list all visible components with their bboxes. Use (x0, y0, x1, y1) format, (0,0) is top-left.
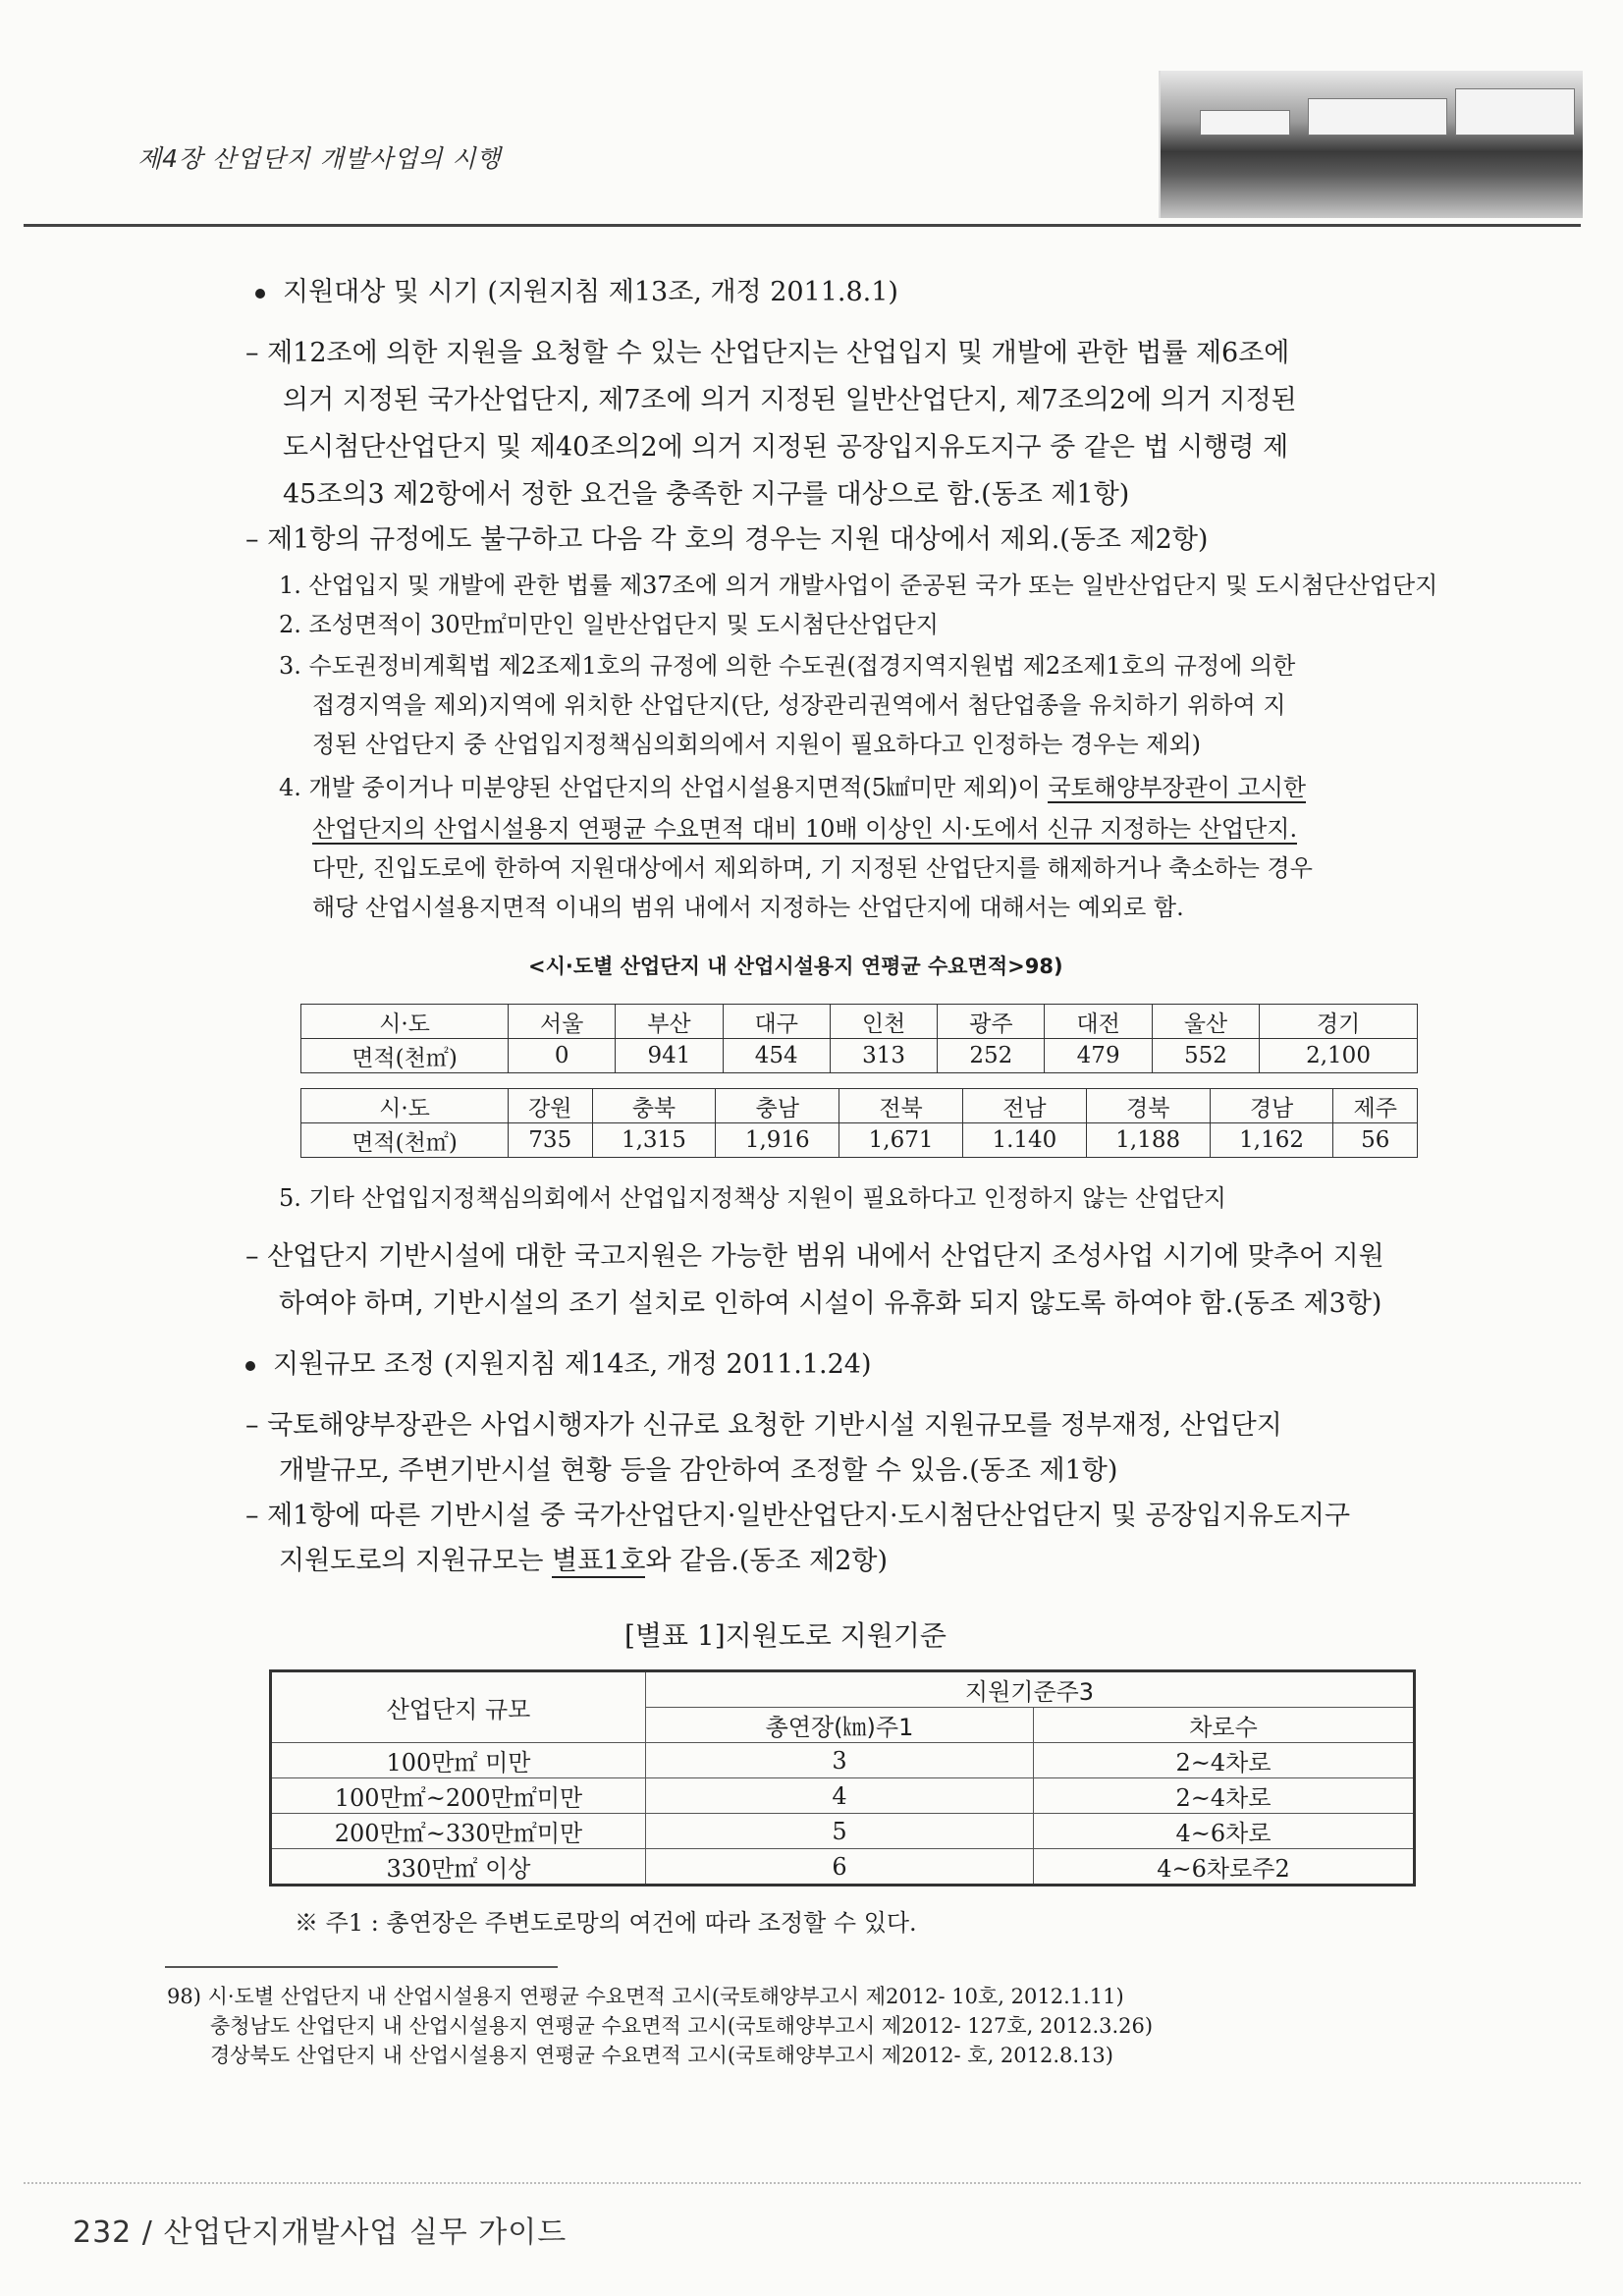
table-cell: 313 (830, 1039, 937, 1073)
chapter-title: 제4장 산업단지 개발사업의 시행 (137, 144, 502, 173)
table-cell: 100만㎡~200만㎡미만 (271, 1778, 646, 1814)
table-row (301, 1123, 1418, 1158)
bullet-dot (245, 1361, 255, 1371)
table-cell: 479 (1045, 1039, 1152, 1073)
table-header-cell: 전북 (839, 1089, 963, 1123)
section1-para1-line4: 45조의3 제2항에서 정한 요건을 충족한 지구를 대상으로 함.(동조 제1항) (283, 479, 1130, 510)
table-header-cell: 대전 (1045, 1005, 1152, 1039)
section2-para1-line1: – 국토해양부장관은 사업시행자가 신규로 요청한 기반시설 지원규모를 정부재정, 산업단지 (245, 1410, 1282, 1441)
table-row (271, 1671, 1415, 1708)
bullet-dot (255, 289, 265, 299)
table-cell: 0 (509, 1039, 616, 1073)
table-row (271, 1849, 1415, 1886)
table-header-cell: 경북 (1086, 1089, 1210, 1123)
table-header-cell: 제주 (1333, 1089, 1418, 1123)
demand-table-1 (300, 1004, 1418, 1073)
table-cell: 454 (723, 1039, 830, 1073)
table-row (271, 1814, 1415, 1849)
table-header-cell: 지원기준주3 (646, 1671, 1415, 1708)
table3-title: [별표 1]지원도로 지원기준 (624, 1619, 947, 1652)
table-header-cell: 경남 (1210, 1089, 1333, 1123)
table-header-cell: 부산 (616, 1005, 723, 1039)
table-cell: 1,916 (716, 1123, 839, 1158)
section1-para2: – 제1항의 규정에도 불구하고 다음 각 호의 경우는 지원 대상에서 제외.(동조 제2항) (245, 524, 1209, 555)
table-cell: 4 (646, 1778, 1034, 1814)
item-4-line4: 해당 산업시설용지면적 이내의 범위 내에서 지정하는 산업단지에 대해서는 예외로 함. (312, 894, 1184, 921)
section1-para3-line1: – 산업단지 기반시설에 대한 국고지원은 가능한 범위 내에서 산업단지 조성사업 시기에 맞추어 지원 (245, 1241, 1384, 1272)
table-cell: 2,100 (1260, 1039, 1418, 1073)
table-cell: 2~4차로 (1034, 1743, 1415, 1778)
item-3-line3: 정된 산업단지 중 산업입지정책심의회의에서 지원이 필요하다고 인정하는 경우는 제외) (312, 731, 1202, 758)
section1-para1-line2: 의거 지정된 국가산업단지, 제7조에 의거 지정된 일반산업단지, 제7조의2에 의거 지정된 (283, 385, 1297, 415)
table3-note: ※ 주1 : 총연장은 주변도로망의 여건에 따라 조정할 수 있다. (295, 1909, 917, 1937)
item-5: 5. 기타 산업입지정책심의회에서 산업입지정책상 지원이 필요하다고 인정하지 않는 산업단지 (279, 1184, 1226, 1212)
table-header-cell: 충남 (716, 1089, 839, 1123)
item-4-line1: 4. 개발 중이거나 미분양된 산업단지의 산업시설용지면적(5㎢미만 제외)이 국토해양부장관이 고시한 (279, 774, 1307, 801)
footnote-rule (165, 1966, 558, 1968)
table-row (301, 1005, 1418, 1039)
table1-caption: <시·도별 산업단지 내 산업시설용지 연평균 수요면적>98) (528, 955, 1063, 978)
table-header-cell: 강원 (509, 1089, 593, 1123)
table-row (271, 1743, 1415, 1778)
table-cell: 1,671 (839, 1123, 963, 1158)
header-photo (1159, 71, 1583, 218)
item-4-line3: 다만, 진입도로에 한하여 지원대상에서 제외하며, 기 지정된 산업단지를 해제하거나 축소하는 경우 (312, 854, 1313, 882)
footnote-98-line3: 경상북도 산업단지 내 산업시설용지 연평균 수요면적 고시(국토해양부고시 제2012- 호, 2012.8.13) (210, 2044, 1113, 2067)
table-cell: 941 (616, 1039, 723, 1073)
header-rule (24, 224, 1581, 227)
section2-para2-line1: – 제1항에 따른 기반시설 중 국가산업단지·일반산업단지·도시첨단산업단지 및 공장입지유도지구 (245, 1501, 1351, 1531)
table-cell: 330만㎡ 이상 (271, 1849, 646, 1886)
table-header-cell: 시·도 (301, 1005, 509, 1039)
table-cell: 1,315 (592, 1123, 716, 1158)
table-cell: 1,162 (1210, 1123, 1333, 1158)
table-header-cell: 대구 (723, 1005, 830, 1039)
item-3-line2: 접경지역을 제외)지역에 위치한 산업단지(단, 성장관리권역에서 첨단업종을 유치하기 위하여 지 (312, 691, 1286, 719)
table-cell: 252 (938, 1039, 1045, 1073)
table-header-cell: 충북 (592, 1089, 716, 1123)
table-cell: 3 (646, 1743, 1034, 1778)
table-cell: 1,188 (1086, 1123, 1210, 1158)
item-2: 2. 조성면적이 30만㎡미만인 일반산업단지 및 도시첨단산업단지 (279, 611, 939, 638)
table-cell: 4~6차로주2 (1034, 1849, 1415, 1886)
table-header-cell: 경기 (1260, 1005, 1418, 1039)
table-label-cell: 면적(천㎡) (301, 1123, 509, 1158)
table-header-cell: 인천 (830, 1005, 937, 1039)
table-label-cell: 면적(천㎡) (301, 1039, 509, 1073)
section1-bullet: 지원대상 및 시기 (지원지침 제13조, 개정 2011.8.1) (255, 273, 898, 312)
section1-para1-line3: 도시첨단산업단지 및 제40조의2에 의거 지정된 공장입지유도지구 중 같은 법 시행령 제 (283, 432, 1289, 463)
table-row (301, 1039, 1418, 1073)
table-cell: 56 (1333, 1123, 1418, 1158)
item-1: 1. 산업입지 및 개발에 관한 법률 제37조에 의거 개발사업이 준공된 국가 또는 일반산업단지 및 도시첨단산업단지 (279, 572, 1438, 599)
table-row (301, 1089, 1418, 1123)
table-header-cell: 울산 (1152, 1005, 1259, 1039)
table-cell: 552 (1152, 1039, 1259, 1073)
table-header-cell: 전남 (962, 1089, 1086, 1123)
section2-para2-line2: 지원도로의 지원규모는 별표1호와 같음.(동조 제2항) (279, 1546, 889, 1576)
table-cell: 1.140 (962, 1123, 1086, 1158)
support-road-table (269, 1669, 1416, 1886)
footnote-98-line2: 충청남도 산업단지 내 산업시설용지 연평균 수요면적 고시(국토해양부고시 제2012- 127호, 2012.3.26) (210, 2014, 1154, 2038)
table-header-cell: 광주 (938, 1005, 1045, 1039)
demand-table-2 (300, 1088, 1418, 1158)
section2-para1-line2: 개발규모, 주변기반시설 현황 등을 감안하여 조정할 수 있음.(동조 제1항) (279, 1455, 1118, 1486)
table-cell: 6 (646, 1849, 1034, 1886)
table-header-cell: 시·도 (301, 1089, 509, 1123)
item-3-line1: 3. 수도권정비계획법 제2조제1호의 규정에 의한 수도권(접경지역지원법 제2조제1호의 규정에 의한 (279, 652, 1296, 680)
item-4-line2: 산업단지의 산업시설용지 연평균 수요면적 대비 10배 이상인 시·도에서 신규 지정하는 산업단지. (312, 815, 1298, 843)
section1-para3-line2: 하여야 하며, 기반시설의 조기 설치로 인하여 시설이 유휴화 되지 않도록 하여야 함.(동조 제3항) (279, 1288, 1382, 1319)
table-header-cell: 차로수 (1034, 1708, 1415, 1743)
table-header-cell: 산업단지 규모 (271, 1671, 646, 1743)
table-cell: 100만㎡ 미만 (271, 1743, 646, 1778)
page-footer: 232 / 산업단지개발사업 실무 가이드 (73, 2215, 568, 2250)
table-cell: 735 (509, 1123, 593, 1158)
section2-bullet: 지원규모 조정 (지원지침 제14조, 개정 2011.1.24) (245, 1345, 871, 1385)
table-cell: 200만㎡~330만㎡미만 (271, 1814, 646, 1849)
footnote-98: 98) 시·도별 산업단지 내 산업시설용지 연평균 수요면적 고시(국토해양부고시 제2012- 10호, 2012.1.11) (167, 1985, 1124, 2008)
table-cell: 5 (646, 1814, 1034, 1849)
table-cell: 2~4차로 (1034, 1778, 1415, 1814)
table-header-cell: 서울 (509, 1005, 616, 1039)
table-cell: 4~6차로 (1034, 1814, 1415, 1849)
footer-rule (24, 2182, 1581, 2184)
table-header-cell: 총연장(㎞)주1 (646, 1708, 1034, 1743)
section1-para1-line1: – 제12조에 의한 지원을 요청할 수 있는 산업단지는 산업입지 및 개발에 관한 법률 제6조에 (245, 338, 1290, 368)
table-row (271, 1778, 1415, 1814)
